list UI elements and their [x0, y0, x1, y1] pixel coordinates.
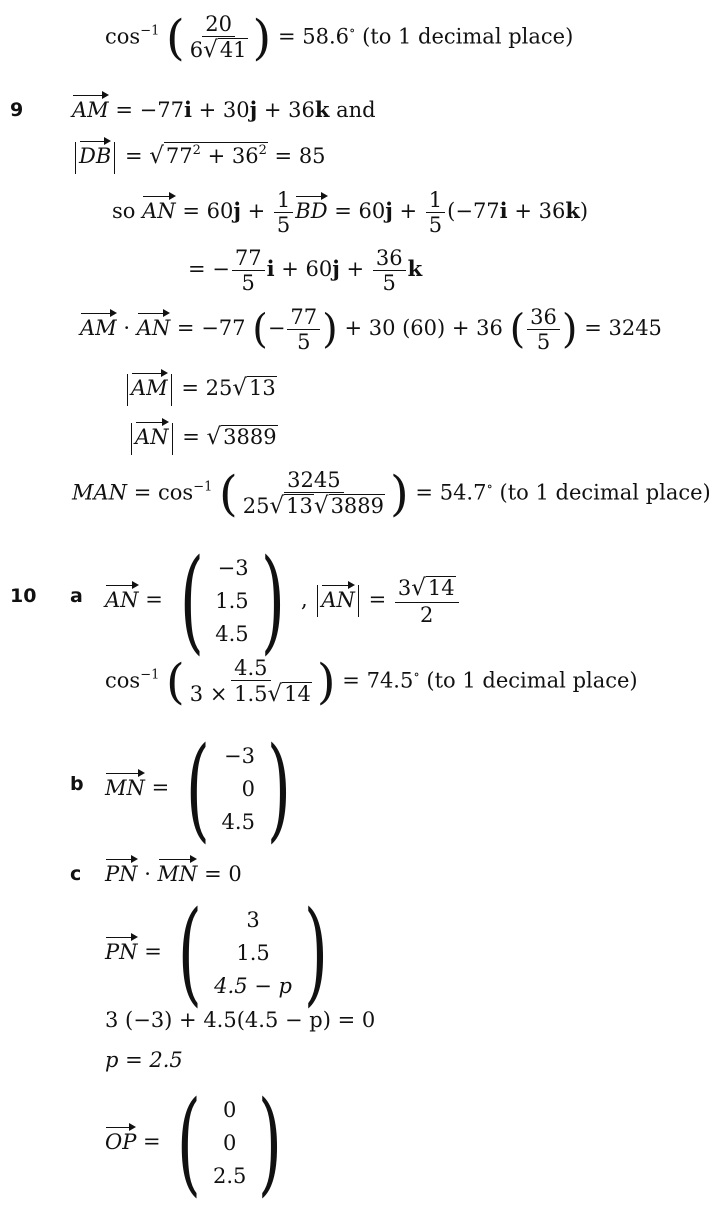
q10a-angle-line: $\cos^{-1}$ ( $\frac{4.5}{3 \times 1.5√14}$ ) = 74.5∘ (to 1 decimal place): [105, 653, 638, 710]
q9-db-magnitude: 85: [298, 144, 326, 168]
q9-dot-result: 3245: [608, 316, 662, 341]
q10b-mn-vector: ( −3 0 4.5 ): [185, 724, 291, 854]
q10c-pn-vector: ( 3 1.5 4.5 − p ): [178, 888, 328, 1018]
q9-am-magnitude-line: AM = 25√13: [124, 372, 277, 406]
q10b-mn-vector-line: MN = ( −3 0 4.5 ): [105, 733, 301, 845]
q8-precision-note: (to 1 decimal place): [362, 24, 574, 49]
q10a-an-vector: ( −3 1.5 4.5 ): [179, 536, 285, 666]
q10c-op-vector: ( 0 0 2.5 ): [177, 1078, 283, 1208]
q9-man-angle-value: 54.7: [439, 480, 487, 505]
q10c-pn-vector-line: PN = ( 3 1.5 4.5 − p ): [105, 897, 338, 1009]
q9-man-angle-line: MAN = $\cos^{-1}$ ( $\frac{3245}{25√13√3889}$ ) = 54.7∘ (to 1 decimal place): [72, 465, 711, 522]
question-number-9: 9: [10, 99, 24, 121]
q9-an-line-2: = − $\frac{77}{5}$ i + 60j + $\frac{36}{5}$ k: [188, 246, 423, 296]
q9-dot-product-line: AM · AN = −77 (− $\frac{77}{5}$ ) + 30 (60) + 36 ( $\frac{36}{5}$ ) = 3245: [80, 305, 662, 355]
q9-an-magnitude-line: AN = √3889: [128, 421, 278, 455]
q10c-equation: 3 (−3) + 4.5(4.5 − p) = 0: [105, 1008, 376, 1032]
part-a-label: a: [70, 585, 83, 607]
q10c-op-vector-line: OP = ( 0 0 2.5 ): [105, 1087, 292, 1199]
q8-angle-value: 58.6: [302, 24, 349, 49]
q9-am-line: AM = −77i + 30j + 36k and: [72, 94, 376, 121]
part-c-label: c: [70, 863, 82, 885]
q10c-perp-condition: PN · MN = 0: [105, 858, 242, 885]
q8-angle-line: $\cos^{-1}$ ( $\frac{20}{6√41}$ ) = 58.6∘ (to 1 decimal place): [105, 9, 574, 66]
q10a-precision-note: (to 1 decimal place): [426, 668, 638, 693]
part-b-label: b: [70, 773, 84, 795]
q9-db-magnitude-line: DB = $√77^2 + 36^2 = 85$: [72, 140, 326, 174]
q10a-angle-value: 74.5: [366, 668, 414, 693]
q9-precision-note: (to 1 decimal place): [499, 480, 711, 505]
q10c-p-value: p = 2.5: [105, 1048, 183, 1072]
q9-so-word: so: [112, 199, 136, 224]
q9-an-line-1: so AN = 60j + $\frac{1}{5}$ BD = 60j + $\frac{1}{5}$ (−77i + 36k): [112, 188, 589, 238]
question-number-10: 10: [10, 585, 37, 607]
q10a-an-vector-line: AN = ( −3 1.5 4.5 ) , AN = $\frac{3√14}{2}$: [105, 545, 461, 657]
